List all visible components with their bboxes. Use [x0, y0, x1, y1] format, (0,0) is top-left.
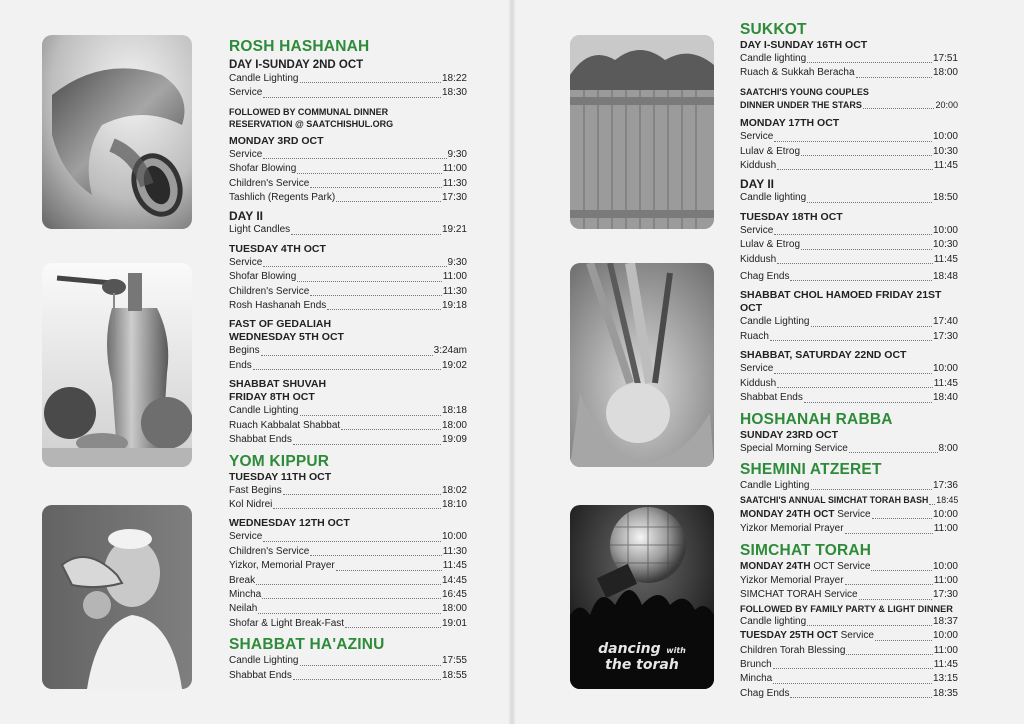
schedule-row: [740, 238, 958, 252]
row-label: Service: [834, 508, 871, 520]
row-time: 11:00: [933, 644, 958, 656]
row-label: OCT Service: [810, 560, 871, 572]
dinner-note: FOLLOWED BY COMMUNAL DINNER: [229, 106, 389, 117]
schedule-row: [740, 522, 958, 536]
schedule-row: [740, 270, 958, 284]
row-time: 10:00: [932, 508, 958, 520]
row-time: 11:00: [442, 271, 467, 283]
rosh-hashanah-heading: ROSH HASHANAH: [229, 38, 370, 55]
row-time: 13:15: [932, 673, 958, 685]
saturday-heading: SHABBAT, SATURDAY 22ND OCT: [740, 349, 907, 362]
row-time: 11:00: [933, 574, 958, 586]
row-time: 17:51: [932, 53, 958, 64]
schedule-row: [229, 177, 467, 191]
row-time: 17:30: [932, 330, 958, 342]
schedule-row: [229, 86, 467, 100]
schedule-row: [740, 224, 958, 238]
schedule-row: [740, 560, 958, 574]
schedule-row: [229, 484, 467, 498]
simchat-torah-heading: SIMCHAT TORAH: [740, 541, 872, 559]
row-label: Mincha: [229, 588, 262, 600]
row-time: 17:40: [932, 316, 958, 328]
schedule-row: [229, 498, 467, 512]
row-label: Candle lighting: [740, 53, 807, 64]
row-time: 11:30: [442, 545, 467, 557]
row-time: 18:48: [932, 271, 958, 283]
sukkot-heading: SUKKOT: [740, 21, 807, 38]
row-label: Neilah: [229, 603, 258, 615]
row-time: 18:37: [932, 615, 958, 627]
gedaliah-date: WEDNESDAY 5TH OCT: [229, 331, 344, 344]
schedule-row: [740, 588, 958, 602]
boy-shofar-photo: [42, 505, 192, 689]
row-time: 18:30: [441, 87, 467, 99]
row-time: 17:55: [441, 655, 467, 667]
haazinu-heading: SHABBAT HA'AZINU: [229, 636, 385, 654]
row-time: 18:55: [441, 669, 467, 681]
row-time: 10:00: [441, 531, 467, 543]
row-time: 18:02: [441, 484, 467, 496]
schedule-row: [740, 377, 958, 391]
page-spine: [508, 0, 516, 724]
row-label: Shabbat Ends: [229, 434, 292, 446]
row-time: 9:30: [447, 148, 467, 160]
row-label: Service: [740, 363, 774, 375]
row-time: 11:30: [442, 285, 467, 297]
row-time: 11:00: [933, 523, 958, 535]
schedule-row: [229, 285, 467, 299]
schedule-row: [229, 162, 467, 176]
yk-wednesday-heading: WEDNESDAY 12TH OCT: [229, 517, 350, 530]
rh-tuesday-heading: TUESDAY 4TH OCT: [229, 242, 326, 255]
row-label: Shofar Blowing: [229, 163, 297, 175]
row-label: Brunch: [740, 658, 772, 670]
row-label: Ruach & Sukkah Beracha: [740, 67, 855, 79]
row-label: Kiddush: [740, 377, 777, 389]
row-time: 17:30: [441, 192, 467, 204]
row-label: Tashlich (Regents Park): [229, 192, 336, 204]
schedule-row: [229, 404, 467, 418]
shofar-photo: [42, 35, 192, 229]
poster-line-3: the torah: [605, 657, 679, 673]
row-label: Kiddush: [740, 253, 777, 265]
schedule-row: [740, 615, 958, 629]
row-time: 10:30: [932, 145, 958, 157]
row-time: 17:30: [932, 589, 958, 601]
schedule-row: [229, 559, 467, 573]
row-time: 18:00: [441, 419, 467, 431]
row-time: 10:00: [932, 560, 958, 572]
shuvah-heading: SHABBAT SHUVAH: [229, 378, 327, 391]
schedule-row: [740, 672, 958, 686]
rh-day1-rows: [229, 72, 467, 101]
poster-line-1: dancing: [598, 641, 661, 657]
young-couples-note: SAATCHI'S YOUNG COUPLES: [740, 86, 869, 97]
row-day: MONDAY 24TH: [740, 560, 811, 572]
dancing-torah-poster: [570, 505, 714, 689]
sukkot-tuesday-heading: TUESDAY 18TH OCT: [740, 210, 843, 223]
row-time: 10:00: [932, 363, 958, 375]
schedule-row: [740, 52, 958, 66]
schedule-row: [740, 644, 958, 658]
row-label: Kol Nidrei: [229, 498, 273, 510]
schedule-row: [740, 253, 958, 267]
left-schedule: [229, 38, 467, 683]
schedule-row: [229, 545, 467, 559]
schedule-row: [229, 654, 467, 668]
row-label: Ends: [229, 359, 252, 371]
row-time: 11:45: [933, 658, 958, 670]
row-label: Service: [229, 531, 263, 543]
row-day: MONDAY 24TH OCT: [740, 508, 835, 520]
schedule-row: [229, 433, 467, 447]
schedule-row: [229, 344, 467, 358]
schedule-row: [740, 159, 958, 173]
schedule-row: [229, 72, 467, 86]
row-time: 10:00: [932, 224, 958, 236]
row-time: 18:35: [932, 687, 958, 699]
schedule-row: [740, 145, 958, 159]
row-label: Yizkor Memorial Prayer: [740, 523, 844, 535]
schedule-row: [740, 442, 958, 456]
right-schedule: [740, 21, 958, 701]
sukkot-day1-heading: DAY I-SUNDAY 16TH OCT: [740, 39, 868, 51]
schedule-row: [229, 191, 467, 205]
schedule-row: [229, 256, 467, 270]
row-time: 19:18: [441, 300, 467, 312]
row-label: Lulav & Etrog: [740, 145, 801, 157]
row-label: Shofar Blowing: [229, 271, 297, 283]
row-label: Children's Service: [229, 177, 310, 189]
schedule-row: [740, 315, 958, 329]
row-time: 11:45: [442, 560, 467, 572]
row-label: Yizkor, Memorial Prayer: [229, 560, 335, 572]
row-time: 3:24am: [433, 345, 467, 357]
schedule-row: [229, 270, 467, 284]
row-time: 17:36: [932, 479, 958, 491]
row-time: 19:01: [441, 617, 467, 629]
rh-day2-heading: DAY II: [229, 209, 264, 224]
row-label: Candle Lighting: [740, 479, 810, 491]
row-time: 9:30: [447, 256, 467, 268]
schedule-row: [229, 148, 467, 162]
row-time: 20:00: [935, 99, 958, 110]
schedule-row: [740, 629, 958, 643]
row-time: 8:00: [938, 442, 958, 454]
row-label: Service: [740, 131, 774, 143]
row-label: Candle Lighting: [229, 405, 299, 417]
reservation-note: RESERVATION @ SAATCHISHUL.ORG: [229, 118, 394, 129]
row-label: Fast Begins: [229, 484, 282, 496]
row-time: 11:45: [933, 377, 958, 389]
yom-kippur-heading: YOM KIPPUR: [229, 452, 330, 470]
chol-hamoed-heading: SHABBAT CHOL HAMOED FRIDAY 21ST OCT: [740, 289, 942, 315]
schedule-row: [740, 391, 958, 405]
row-label: Break: [229, 574, 256, 586]
row-time: 19:09: [441, 434, 467, 446]
row-label: Mincha: [740, 673, 773, 685]
row-time: 11:00: [442, 163, 467, 175]
schedule-row: [740, 330, 958, 344]
row-day: TUESDAY 25TH OCT: [740, 630, 838, 642]
schedule-row: [740, 658, 958, 672]
schedule-row: [740, 479, 958, 493]
schedule-row: [229, 530, 467, 544]
schedule-row: [229, 359, 467, 373]
row-label: Children's Service: [229, 285, 310, 297]
schedule-row: [740, 493, 958, 507]
schedule-row: [740, 98, 958, 112]
row-time: 14:45: [441, 574, 467, 586]
row-label: Rosh Hashanah Ends: [229, 300, 327, 312]
schedule-row: [229, 617, 467, 631]
row-time: 11:30: [442, 177, 467, 189]
row-time: 18:00: [932, 67, 958, 79]
row-time: 10:00: [932, 131, 958, 143]
row-time: 19:02: [441, 359, 467, 371]
row-label: Service: [229, 256, 263, 268]
row-label: SAATCHI'S ANNUAL SIMCHAT TORAH BASH: [740, 495, 929, 506]
schedule-row: [229, 588, 467, 602]
schedule-row: [229, 669, 467, 683]
row-label: Chag Ends: [740, 687, 790, 699]
row-label: Kiddush: [740, 160, 777, 172]
row-label: Shabbat Ends: [229, 669, 292, 681]
row-label: Begins: [229, 345, 260, 357]
row-time: 18:18: [441, 405, 467, 417]
row-time: 11:45: [933, 253, 958, 265]
gedaliah-heading: FAST OF GEDALIAH: [229, 318, 332, 331]
row-time: 18:10: [441, 498, 467, 510]
row-label: Children Torah Blessing: [740, 644, 846, 656]
shuvah-date: FRIDAY 8TH OCT: [229, 391, 315, 404]
row-time: 18:45: [936, 495, 959, 506]
rh-monday-heading: MONDAY 3RD OCT: [229, 134, 324, 147]
schedule-row: [740, 66, 958, 80]
row-label: Service: [740, 224, 774, 236]
row-time: 19:21: [441, 224, 467, 236]
row-label: Yizkor Memorial Prayer: [740, 574, 844, 586]
schedule-row: [229, 574, 467, 588]
shemini-heading: SHEMINI ATZERET: [740, 460, 882, 478]
row-label: Shabbat Ends: [740, 392, 803, 404]
row-label: SIMCHAT TORAH Service: [740, 589, 858, 601]
poster-line-2: with: [666, 646, 686, 655]
schedule-row: [740, 130, 958, 144]
row-label: Light Candles: [229, 224, 291, 236]
yk-tuesday-heading: TUESDAY 11TH OCT: [229, 470, 332, 483]
honey-apples-photo: [42, 263, 192, 467]
row-label: Special Morning Service: [740, 442, 848, 454]
row-time: 11:45: [933, 160, 958, 172]
row-label: Ruach: [740, 330, 769, 342]
row-label: Candle Lighting: [229, 655, 299, 667]
sukkot-monday-heading: MONDAY 17TH OCT: [740, 117, 840, 130]
family-party-note: FOLLOWED BY FAMILY PARTY & LIGHT DINNER: [740, 603, 953, 614]
row-label: Candle Lighting: [740, 316, 810, 328]
schedule-row: [740, 574, 958, 588]
row-label: Lulav & Etrog: [740, 239, 801, 251]
hoshanah-sunday-heading: SUNDAY 23RD OCT: [740, 428, 839, 441]
row-label: Chag Ends: [740, 271, 790, 283]
lulav-etrog-photo: [570, 263, 714, 467]
row-label: Service: [837, 630, 874, 642]
row-time: 10:00: [932, 630, 958, 642]
row-time: 16:45: [441, 588, 467, 600]
row-label: Candle lighting: [740, 615, 807, 627]
schedule-row: [229, 223, 467, 237]
row-time: 18:00: [441, 603, 467, 615]
row-label: DINNER UNDER THE STARS: [740, 99, 862, 110]
schedule-row: [229, 299, 467, 313]
schedule-row: [740, 362, 958, 376]
hoshanah-heading: HOSHANAH RABBA: [740, 410, 893, 428]
row-time: 18:40: [932, 392, 958, 404]
rh-day1-heading: DAY I-SUNDAY 2ND OCT: [229, 59, 364, 71]
schedule-row: [740, 191, 958, 205]
row-time: 18:22: [441, 73, 467, 84]
row-label: Candle lighting: [740, 192, 807, 204]
schedule-row: [740, 508, 958, 522]
schedule-row: [229, 602, 467, 616]
row-label: Service: [229, 87, 263, 99]
sukkah-photo: [570, 35, 714, 229]
row-label: Shofar & Light Break-Fast: [229, 617, 345, 629]
row-label: Service: [229, 148, 263, 160]
row-label: Ruach Kabbalat Shabbat: [229, 419, 341, 431]
row-time: 10:30: [932, 239, 958, 251]
schedule-row: [229, 419, 467, 433]
sukkot-day2-heading: DAY II: [740, 177, 775, 192]
row-time: 18:50: [932, 192, 958, 204]
schedule-row: [740, 687, 958, 701]
row-label: Candle Lighting: [229, 73, 299, 84]
row-label: Children's Service: [229, 545, 310, 557]
